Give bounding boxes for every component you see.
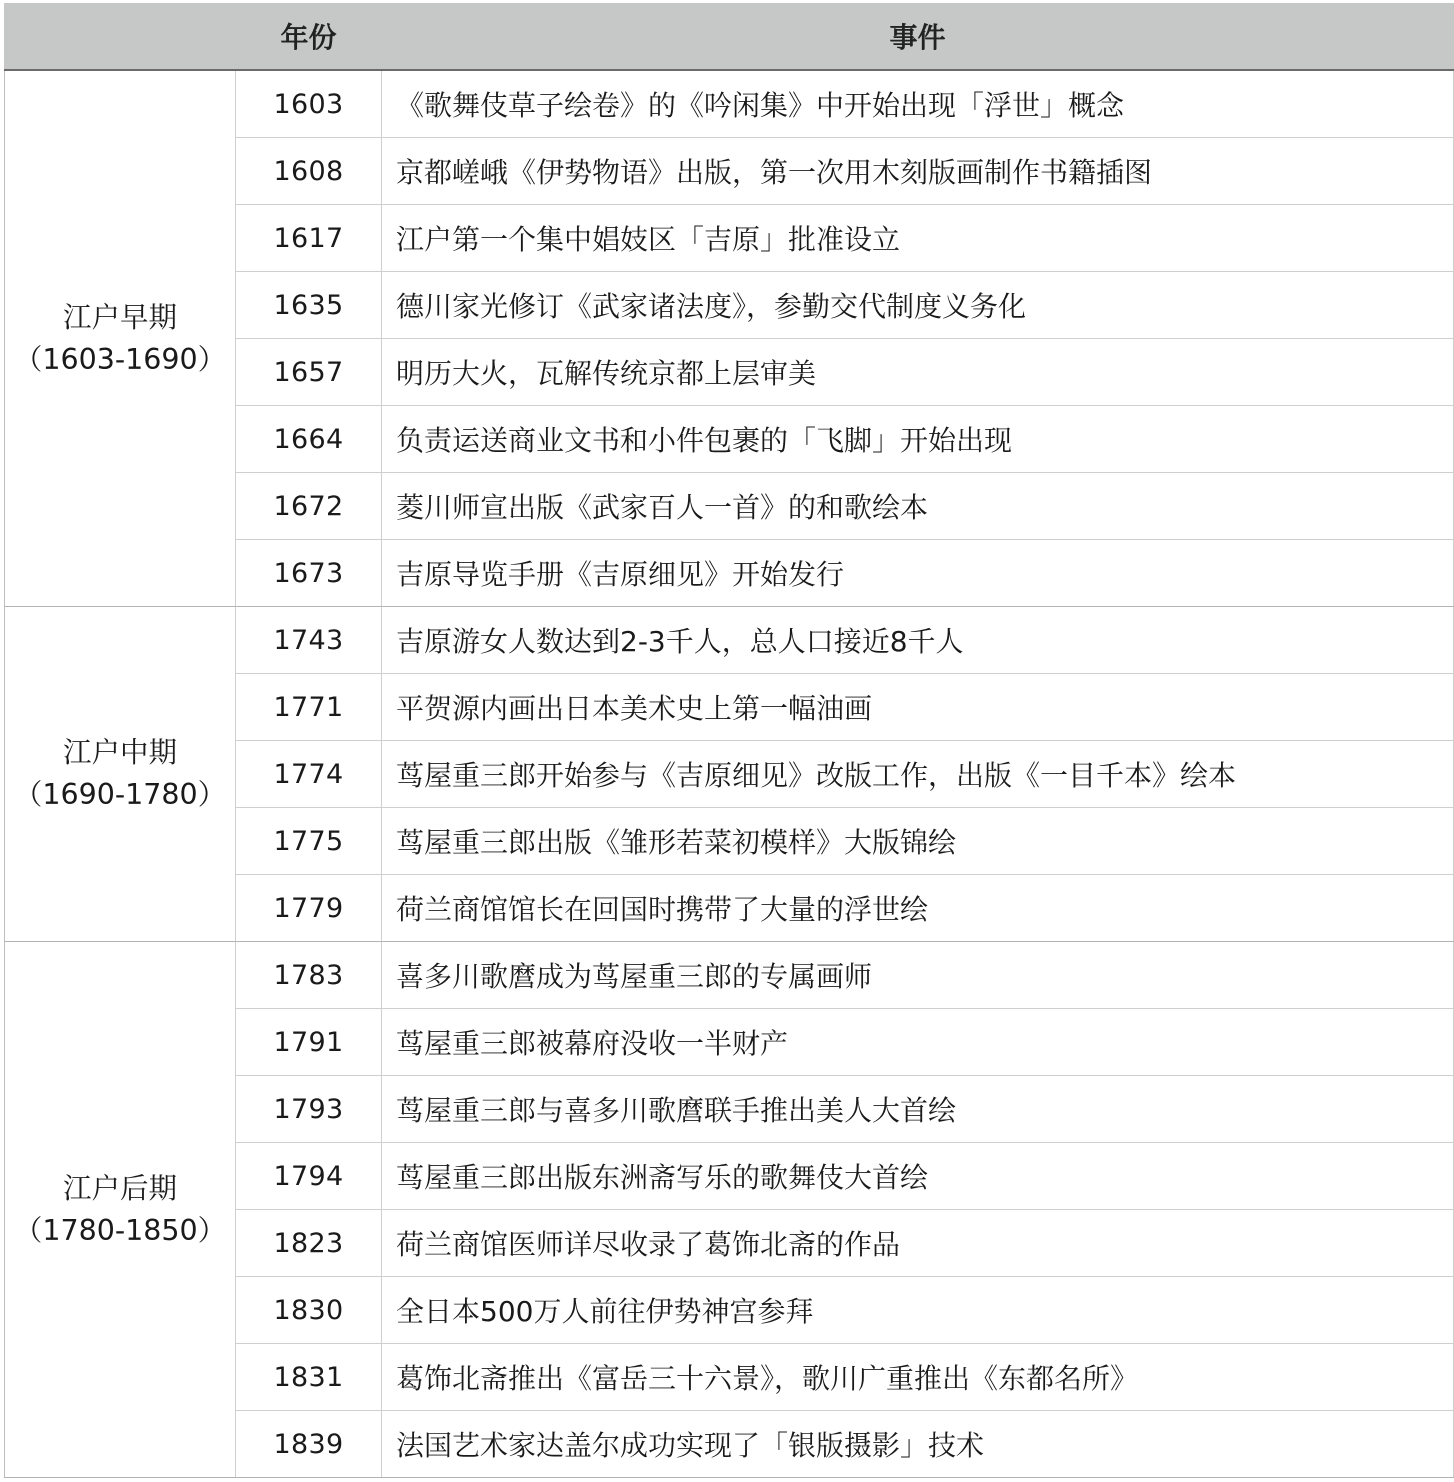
year-cell: 1635 <box>236 272 382 339</box>
year-cell: 1657 <box>236 339 382 406</box>
event-cell: 平贺源内画出日本美术史上第一幅油画 <box>382 674 1454 741</box>
year-cell: 1673 <box>236 540 382 607</box>
header-year: 年份 <box>236 3 382 70</box>
year-cell: 1791 <box>236 1009 382 1076</box>
timeline-table <box>4 3 1454 1478</box>
year-cell: 1603 <box>236 70 382 138</box>
year-cell: 1823 <box>236 1210 382 1277</box>
period-name: 江户中期 <box>62 736 177 769</box>
year-cell: 1743 <box>236 607 382 674</box>
year-cell: 1608 <box>236 138 382 205</box>
year-cell: 1794 <box>236 1143 382 1210</box>
event-cell: 荷兰商馆馆长在回国时携带了大量的浮世绘 <box>382 875 1454 942</box>
event-cell: 负责运送商业文书和小件包裹的「飞脚」开始出现 <box>382 406 1454 473</box>
event-cell: 江户第一个集中娼妓区「吉原」批准设立 <box>382 205 1454 272</box>
year-cell: 1774 <box>236 741 382 808</box>
period-name: 江户后期 <box>62 1171 177 1205</box>
period-cell <box>5 942 236 1478</box>
event-cell: 全日本500万人前往伊势神宫参拜 <box>382 1277 1454 1344</box>
event-cell: 明历大火，瓦解传统京都上层审美 <box>382 339 1454 406</box>
year-cell: 1831 <box>236 1344 382 1411</box>
period-cell <box>5 607 236 942</box>
event-cell: 京都嵯峨《伊势物语》出版，第一次用木刻版画制作书籍插图 <box>382 138 1454 205</box>
header-period <box>5 3 236 70</box>
event-cell: 茑屋重三郎被幕府没收一半财产 <box>382 1009 1454 1076</box>
year-cell: 1775 <box>236 808 382 875</box>
event-cell: 茑屋重三郎出版《雏形若菜初模样》大版锦绘 <box>382 808 1454 875</box>
table-row <box>5 942 1454 1009</box>
event-cell: 荷兰商馆医师详尽收录了葛饰北斋的作品 <box>382 1210 1454 1277</box>
period-name: 江户早期 <box>62 300 177 334</box>
event-cell: 德川家光修订《武家诸法度》，参勤交代制度义务化 <box>382 272 1454 339</box>
period-range: （1780-1850） <box>13 1213 227 1247</box>
header-event: 事件 <box>382 3 1454 70</box>
table-body <box>5 70 1454 1478</box>
period-range: （1603-1690） <box>13 342 227 376</box>
year-cell: 1839 <box>236 1411 382 1478</box>
event-cell: 茑屋重三郎出版东洲斋写乐的歌舞伎大首绘 <box>382 1143 1454 1210</box>
header-row <box>5 3 1454 70</box>
year-cell: 1672 <box>236 473 382 540</box>
year-cell: 1783 <box>236 942 382 1009</box>
period-range: （1690-1780） <box>13 778 227 811</box>
period-cell <box>5 70 236 607</box>
year-cell: 1830 <box>236 1277 382 1344</box>
year-cell: 1617 <box>236 205 382 272</box>
event-cell: 吉原导览手册《吉原细见》开始发行 <box>382 540 1454 607</box>
year-cell: 1771 <box>236 674 382 741</box>
event-cell: 菱川师宣出版《武家百人一首》的和歌绘本 <box>382 473 1454 540</box>
table-row <box>5 70 1454 138</box>
event-cell: 《歌舞伎草子绘卷》的《吟闲集》中开始出现「浮世」概念 <box>382 70 1454 138</box>
event-cell: 茑屋重三郎与喜多川歌麿联手推出美人大首绘 <box>382 1076 1454 1143</box>
table-row <box>5 607 1454 674</box>
event-cell: 葛饰北斋推出《富岳三十六景》，歌川广重推出《东都名所》 <box>382 1344 1454 1411</box>
timeline-table-container <box>4 3 1454 1478</box>
event-cell: 吉原游女人数达到2-3千人，总人口接近8千人 <box>382 607 1454 674</box>
year-cell: 1664 <box>236 406 382 473</box>
year-cell: 1779 <box>236 875 382 942</box>
event-cell: 茑屋重三郎开始参与《吉原细见》改版工作，出版《一目千本》绘本 <box>382 741 1454 808</box>
year-cell: 1793 <box>236 1076 382 1143</box>
event-cell: 法国艺术家达盖尔成功实现了「银版摄影」技术 <box>382 1411 1454 1478</box>
event-cell: 喜多川歌麿成为茑屋重三郎的专属画师 <box>382 942 1454 1009</box>
